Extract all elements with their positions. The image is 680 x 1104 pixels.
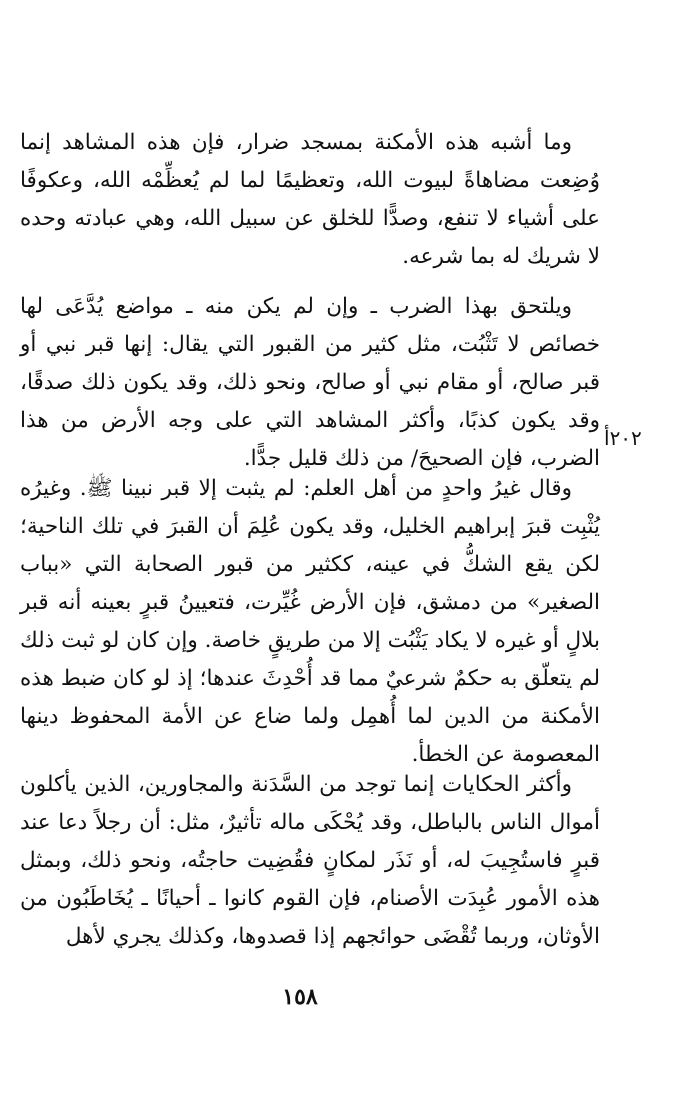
paragraph-1: وما أشبه هذه الأمكنة بمسجد ضرار، فإن هذه المشاهد إنما وُضِعت مضاهاةً لبيوت الله، وتعظيمًا لما لم يُعظِّمْه الله، وعكوفًا على أشياء لا تنفع، وصدًّا للخلق عن سبيل الله، وهي عبادته وحده لا شريك له بما شرعه. — [20, 130, 600, 269]
paragraph-4: وأكثر الحكايات إنما توجد من السَّدَنة والمجاورين، الذين يأكلون أموال الناس بالباطل، وقد يُحْكَى ماله تأثيرٌ، مثل: أن رجلاً دعا عند قبرٍ فاستُجِيبَ له، أو نَذَر لمكانٍ فقُضِيت حاجتُه، ونحو ذلك، وبمثل هذه الأمور عُبِدَت الأصنام، فإن القوم كانوا ـ أحيانًا ـ يُخَاطَبُون من الأوثان، وربما تُقْضَى حوائجهم إذا قصدوها، وكذلك يجري لأهل — [20, 772, 600, 949]
body-text-block-4 — [20, 766, 600, 956]
body-text-block-2 — [20, 288, 600, 478]
paragraph-3: وقال غيرُ واحدٍ من أهل العلم: لم يثبت إلا قبر نبينا ﷺ. وغيرُه يُثْبِت قبرَ إبراهيم الخليل، وقد يكون عُلِمَ أن القبرَ في تلك الناحية؛ لكن يقع الشكُّ في عينه، ككثير من قبور الصحابة التي «بباب الصغير» من دمشق، فإن الأرض غُيِّرت، فتعيينُ قبرٍ بعينه أنه قبر بلالٍ أو غيره لا يكاد يَثْبُت إلا من طريقٍ خاصة. وإن كان لو ثبت ذلك لم يتعلّق به حكمٌ شرعيٌ مما قد أُحْدِثَ عندها؛ إذ لو كان ضبط هذه الأمكنة من الدين لما أُهمِل ولما ضاع عن الأمة المحفوظ دينها المعصومة عن الخطأ. — [20, 476, 600, 767]
body-text-block-3 — [20, 470, 600, 774]
page-number: ١٥٨ — [282, 984, 318, 1010]
paragraph-2: ويلتحق بهذا الضرب ـ وإن لم يكن منه ـ مواضع يُدَّعَى لها خصائص لا تَثْبُت، مثل كثير من القبور التي يقال: إنها قبر نبي أو قبر صالح، أو مقام نبي أو صالح، ونحو ذلك، وقد يكون ذلك صدقًا، وقد يكون كذبًا، وأكثر المشاهد التي على وجه الأرض من هذا الضرب، فإن الصحيحَ/ من ذلك قليل جدًّا. — [20, 294, 600, 471]
manuscript-folio-marker: ٢٠٢أ — [604, 426, 642, 450]
body-text-block-1 — [20, 124, 600, 276]
